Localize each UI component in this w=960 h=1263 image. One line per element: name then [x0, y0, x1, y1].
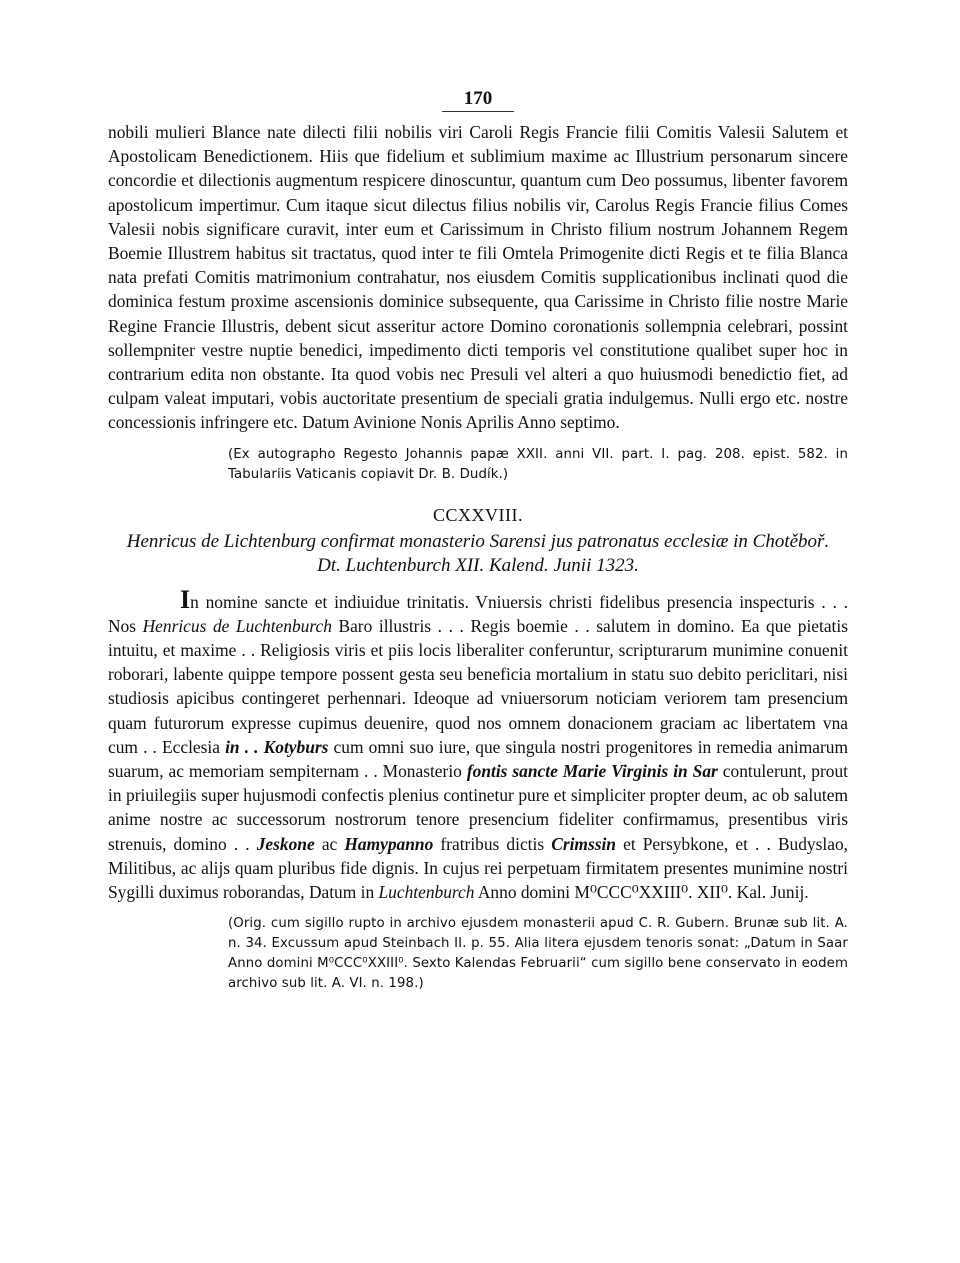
text-segment: Luchtenburch [378, 882, 475, 903]
text-segment: n nomine sancte et indiuidue trinitatis. Vniuersis christi fidelibus presencia inspecturis . . . Nos [108, 591, 848, 636]
text-segment: in . . Kotyburs [225, 736, 329, 757]
text-segment: Hamypanno [344, 833, 434, 854]
page [108, 88, 848, 994]
text-segment: Jeskone [256, 833, 315, 854]
text-segment: Baro illustris . . . Regis boemie . . salutem in domino. Ea que pietatis intuitu, et maxime . . Religiosis viris et piis locis liberaliter conferuntur, scripturarum munimine conuenit roborari, labente quippe tempore possent gesta seu beneficia mortalium in statu suo debito periclitari, nisi studiosis apicibus contingeret perhennari. Ideoque ad vniuersorum noticiam veriorem tam presencium quam futurorum expresse cupimus deuenire, quod nos omnem donacionem graciam ac libertatem vna cum . . Ecclesia [108, 615, 848, 757]
text-segment: Henricus de Luchtenburch [142, 615, 332, 636]
source-note: (Ex autographo Regesto Johannis papæ XXII. anni VII. part. I. pag. 208. epist. 582. in Tabulariis Vaticanis copiavit Dr. B. Dudík.) [228, 446, 848, 482]
text-segment: Anno domini M⁰CCC⁰XXIII⁰. XII⁰. Kal. Junij. [474, 882, 809, 903]
charter-paragraph [108, 584, 849, 905]
document-date: Dt. Luchtenburch XII. Kalend. Junii 1323. [317, 554, 639, 576]
text-segment: ac [314, 833, 345, 854]
letter-paragraph [108, 120, 848, 435]
document-heading [108, 530, 848, 578]
text-segment: fratribus dictis [433, 833, 552, 854]
text-segment: et Persybkone, et . . Budyslao, Militibus, ac alijs quam pluribus fide dignis. In cujus rei perpetuam firmitatem presentes munimine nostri Sygilli duximus roborandas, Datum in [108, 833, 848, 903]
text-segment: fontis sancte Marie Virginis in Sar [466, 761, 718, 782]
page-number: 170 [108, 88, 848, 112]
text-segment: nobili mulieri Blance nate dilecti filii nobilis viri Caroli Regis Francie filii Comitis Valesii Salutem et Apostolicam Benedictionem. Hiis que fidelium et sublimium maxime ac Illustrium personarum sincere concordie et dilectionis augmentum respicere dinoscuntur, quantum cum Deo possumus, libenter favorem apostolicum impertimur. Cum itaque sicut dilectus filius nobilis vir, Carolus Regis Francie filius Comes Valesii nobis significare curavit, inter eum et Carissimum in Christo filium nostrum Johannem Regem Boemie Illustrem habitus sit tractatus, quod inter te fili Omtela Primogenite dicti Regis et te filia Blanca nata prefati Comitis matrimonium contrahatur, nos eiusdem Comitis supplicationibus inclinati quod die dominica festum proxime ascensionis dominice subsequente, qua Carissime in Christo filie nostre Marie Regine Francie Illustris, debent sicut asseritur actore Domino coronationis sollempnia celebrari, possint sollempniter vestre nuptie benedici, impedimento dicti temporis vel constitutione qualibet super hoc in contrarium edita non obstante. Ita quod vobis nec Presuli vel alteri a quo huiusmodi benedictio fiet, ad culpam valeat imputari, vobis auctoritate presentium de speciali gratia indulgemus. Nulli ergo etc. nostre concessionis infringere etc. Datum Avinione Nonis Aprilis Anno septimo. [108, 122, 848, 433]
archive-note: (Orig. cum sigillo rupto in archivo ejusdem monasterii apud C. R. Gubern. Brunæ sub lit. A. n. 34. Excussum apud Steinbach II. p. 55. Alia litera ejusdem tenoris sonat: „Datum in Saar Anno domini M⁰CCC⁰XXIII⁰. Sexto Kalendas Februarii“ cum sigillo bene conservato in eodem archivo sub lit. A. VI. n. 198.) [228, 916, 848, 992]
document-title: Henricus de Lichtenburg confirmat monasterio Sarensi jus patronatus ecclesiæ in Chotěboř. [126, 530, 830, 552]
document-number: CCXXVIII. [433, 504, 523, 525]
initial-letter: I [180, 584, 191, 614]
text-segment: contulerunt, prout in priuilegiis super hujusmodi confectis plenius continetur pure et simpliciter propter deum, ac ob salutem anime nostre ac successorum nostrorum tenore presencium fideliter confirmamus, presentibus viris strenuis, domino . . [108, 761, 849, 854]
text-segment: Crimssin [551, 833, 616, 854]
text-segment: cum omni suo iure, que singula nostri progenitores in remedia animarum suarum, ac memoriam sempiternam . . Monasterio [108, 736, 848, 782]
